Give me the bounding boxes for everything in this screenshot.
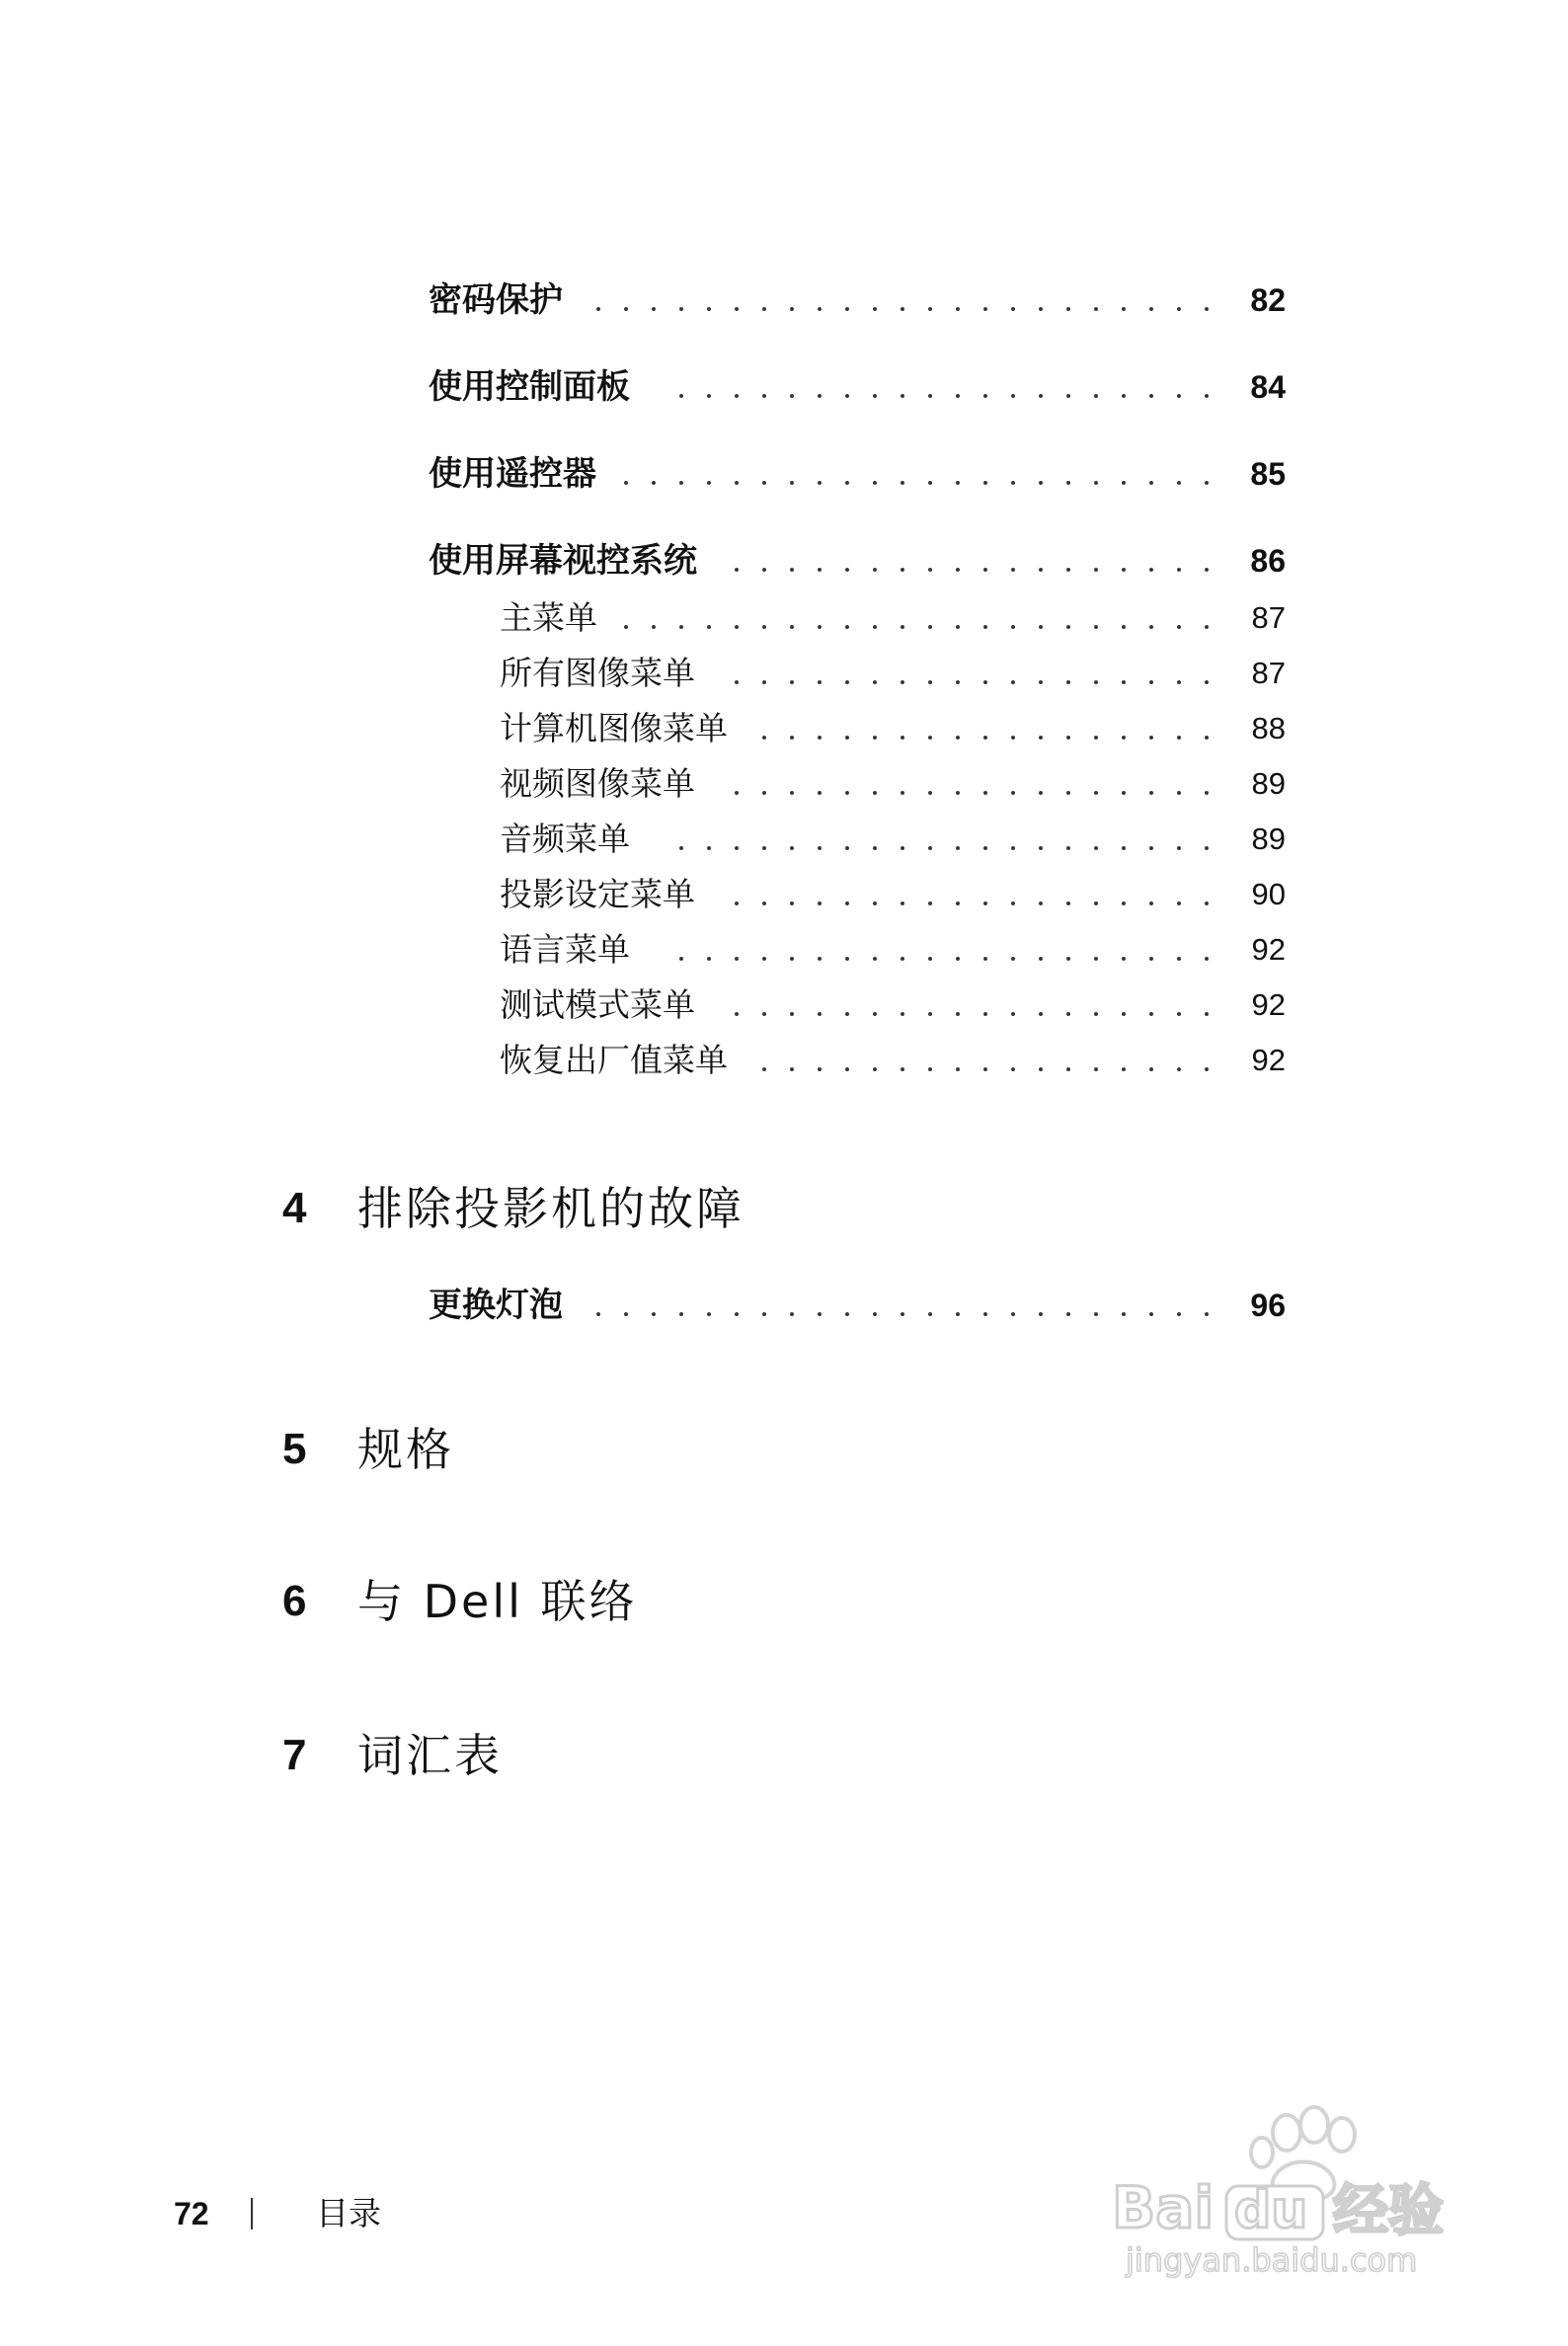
toc-entry-page: 89	[1251, 766, 1286, 801]
dot-leader	[585, 1312, 1209, 1316]
toc-entry-page: 90	[1251, 877, 1286, 911]
toc-entry-page: 82	[1250, 282, 1286, 318]
dot-leader	[723, 680, 1209, 684]
chapter-title: 词汇表	[357, 1729, 503, 1782]
toc-entry-label: 音频菜单	[500, 816, 636, 863]
dot-leader	[750, 1067, 1209, 1071]
toc-entry-label: 语言菜单	[500, 926, 636, 974]
svg-text:经验: 经验	[1333, 2179, 1444, 2243]
footer-page-number: 72	[174, 2196, 209, 2231]
dot-leader	[667, 846, 1209, 850]
toc-entry-label: 主菜单	[500, 594, 603, 642]
footer-section-title: 目录	[316, 2194, 381, 2232]
toc-entry-page: 92	[1251, 987, 1286, 1022]
chapter-number: 6	[282, 1577, 307, 1625]
chapter-title: 规格	[357, 1423, 454, 1476]
toc-entry-label: 使用屏幕视控系统	[429, 537, 703, 585]
toc-entry-page: 88	[1251, 711, 1286, 745]
toc-entry-page: 87	[1251, 656, 1286, 690]
toc-entry-label: 更换灯泡	[429, 1282, 569, 1329]
chapter-number: 7	[282, 1731, 307, 1779]
dot-leader	[667, 957, 1209, 961]
dot-leader	[723, 901, 1209, 905]
chapter-title: 与 Dell 联络	[357, 1575, 638, 1628]
dot-leader	[612, 625, 1209, 629]
dot-leader	[585, 307, 1209, 311]
toc-entry-label: 使用控制面板	[429, 363, 636, 411]
baidu-jingyan-watermark	[1104, 2101, 1479, 2279]
toc-entry-page: 87	[1251, 600, 1286, 635]
toc-entry-label: 计算机图像菜单	[500, 705, 734, 752]
svg-text:du: du	[1234, 2181, 1308, 2240]
dot-leader	[723, 1012, 1209, 1016]
chapter-number: 4	[282, 1184, 307, 1232]
toc-entry-label: 密码保护	[429, 276, 569, 324]
toc-entry-page: 92	[1251, 1043, 1286, 1077]
toc-entry-page: 86	[1250, 543, 1286, 579]
toc-entry-page: 85	[1250, 456, 1286, 492]
toc-entry-label: 测试模式菜单	[500, 981, 701, 1029]
toc-entry-page: 89	[1251, 821, 1286, 856]
dot-leader	[750, 736, 1209, 740]
chapter-title: 排除投影机的故障	[357, 1182, 745, 1235]
footer-separator	[251, 2198, 253, 2229]
dot-leader	[667, 394, 1209, 398]
toc-entry-label: 视频图像菜单	[500, 760, 701, 808]
svg-text:Bai: Bai	[1112, 2174, 1215, 2241]
dot-leader	[723, 791, 1209, 795]
toc-entry-label: 恢复出厂值菜单	[500, 1037, 734, 1084]
toc-entry-page: 92	[1251, 932, 1286, 967]
dot-leader	[723, 568, 1209, 572]
paw-icon	[1104, 2101, 1479, 2279]
toc-entry-page: 84	[1250, 369, 1286, 405]
toc-entry-label: 使用遥控器	[429, 450, 602, 498]
toc-entry-label: 投影设定菜单	[500, 871, 701, 918]
chapter-number: 5	[282, 1425, 307, 1473]
toc-entry-page: 96	[1250, 1288, 1286, 1323]
dot-leader	[612, 481, 1209, 485]
svg-text:jingyan.baidu.com: jingyan.baidu.com	[1126, 2241, 1418, 2279]
toc-entry-label: 所有图像菜单	[500, 650, 701, 697]
